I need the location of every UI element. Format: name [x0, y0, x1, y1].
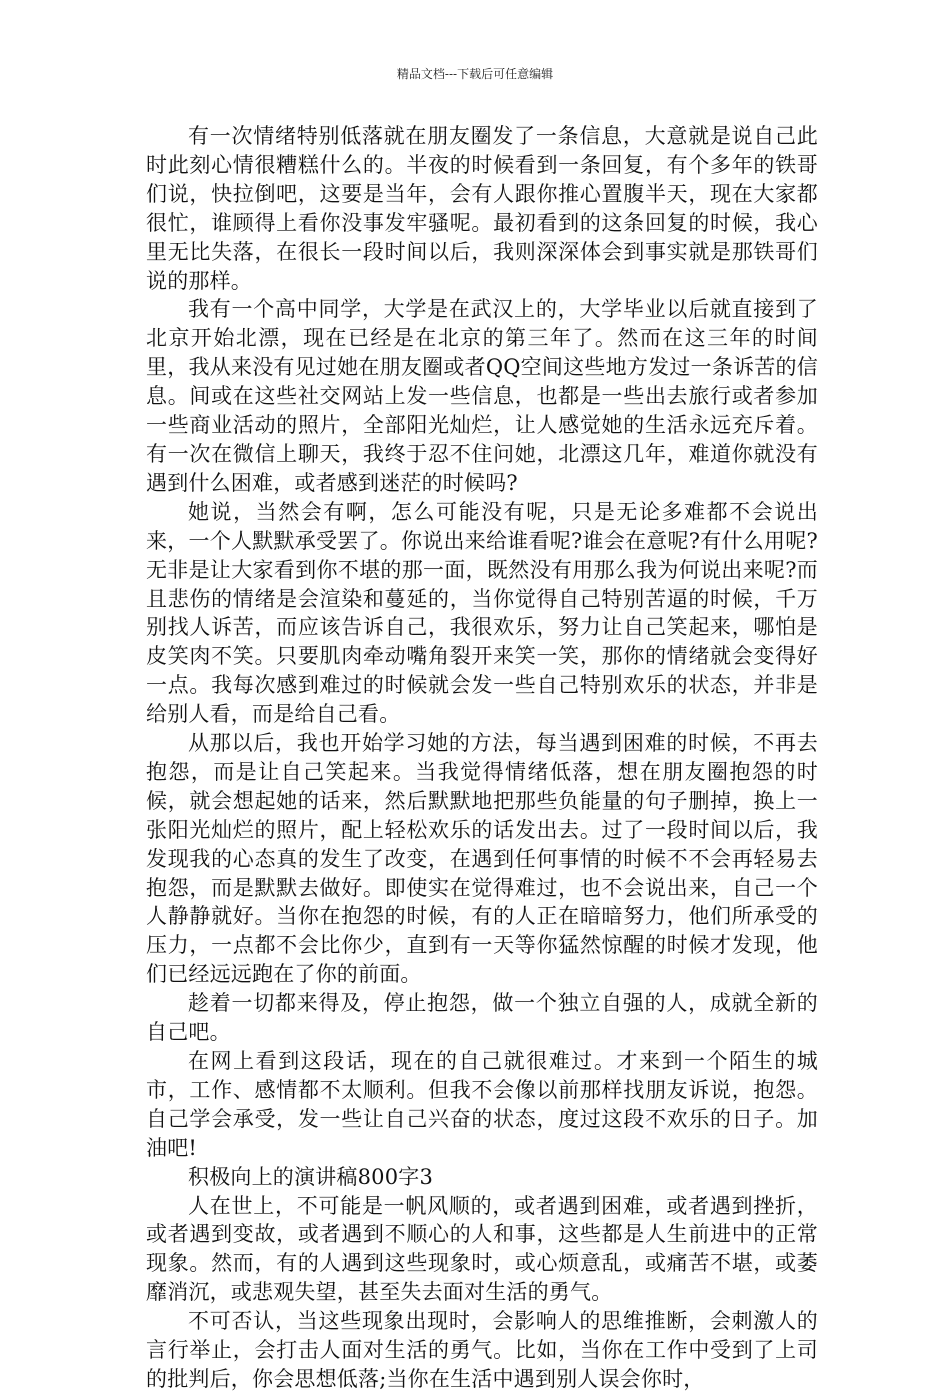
- paragraph-4: 从那以后，我也开始学习她的方法，每当遇到困难的时候，不再去抱怨，而是让自己笑起来。当我觉得情绪低落，想在朋友圈抱怨的时候，就会想起她的话来，然后默默地把那些负能量的句子删掉，换上一张阳光灿烂的照片，配上轻松欢乐的话发出去。过了一段时间以后，我发现我的心态真的发生了改变，在遇到任何事情的时候不不会再轻易去抱怨，而是默默去做好。即使实在觉得难过，也不会说出来，自己一个人静静就好。当你在抱怨的时候，有的人正在暗暗努力，他们所承受的压力，一点都不会比你少，直到有一天等你猛然惊醒的时候才发现，他们已经远远跑在了你的前面。: [146, 731, 818, 987]
- paragraph-7: 人在世上，不可能是一帆风顺的，或者遇到困难，或者遇到挫折，或者遇到变故，或者遇到不顺心的人和事，这些都是人生前进中的正常现象。然而，有的人遇到这些现象时，或心烦意乱，或痛苦不堪，或萎靡消沉，或悲观失望，甚至失去面对生活的勇气。: [146, 1193, 818, 1305]
- document-body: [146, 122, 818, 1394]
- paragraph-1: 有一次情绪特别低落就在朋友圈发了一条信息，大意就是说自己此时此刻心情很糟糕什么的。半夜的时候看到一条回复，有个多年的铁哥们说，快拉倒吧，这要是当年，会有人跟你推心置腹半天，现在大家都很忙，谁顾得上看你没事发牢骚呢。最初看到的这条回复的时候，我心里无比失落，在很长一段时间以后，我则深深体会到事实就是那铁哥们说的那样。: [146, 124, 818, 293]
- page-header: 精品文档---下载后可任意编辑: [396, 67, 554, 81]
- paragraph-6: 在网上看到这段话，现在的自己就很难过。才来到一个陌生的城市，工作、感情都不太顺利。但我不会像以前那样找朋友诉说，抱怨。自己学会承受，发一些让自己兴奋的状态，度过这段不欢乐的日子。加油吧!: [146, 1049, 818, 1160]
- paragraph-5: 趁着一切都来得及，停止抱怨，做一个独立自强的人，成就全新的自己吧。: [146, 991, 818, 1045]
- paragraph-3: 她说，当然会有啊，怎么可能没有呢，只是无论多难都不会说出来，一个人默默承受罢了。你说出来给谁看呢?谁会在意呢?有什么用呢?无非是让大家看到你不堪的那一面，既然没有用那么我为何说出来呢?而且悲伤的情绪是会渲染和蔓延的，当你觉得自己特别苦逼的时候，千万别找人诉苦，而应该告诉自己，我很欢乐，努力让自己笑起来，哪怕是皮笑肉不笑。只要肌肉牵动嘴角裂开来笑一笑，那你的情绪就会变得好一点。我每次感到难过的时候就会发一些自己特别欢乐的状态，并非是给别人看，而是给自己看。: [146, 499, 818, 727]
- section-heading: 积极向上的演讲稿800字3: [188, 1164, 434, 1189]
- paragraph-2: 我有一个高中同学，大学是在武汉上的，大学毕业以后就直接到了北京开始北漂，现在已经是在北京的第三年了。然而在这三年的时间里，我从来没有见过她在朋友圈或者QQ空间这些地方发过一条诉苦的信息。间或在这些社交网站上发一些信息，也都是一些出去旅行或者参加一些商业活动的照片，全部阳光灿烂，让人感觉她的生活永远充斥着。有一次在微信上聊天，我终于忍不住问她，北漂这几年，难道你就没有遇到什么困难，或者感到迷茫的时候吗?: [146, 297, 818, 495]
- paragraph-8: 不可否认，当这些现象出现时，会影响人的思维推断，会刺激人的言行举止，会打击人面对生活的勇气。比如，当你在工作中受到了上司的批判后，你会思想低落;当你在生活中遇到别人误会你时，: [146, 1309, 818, 1391]
